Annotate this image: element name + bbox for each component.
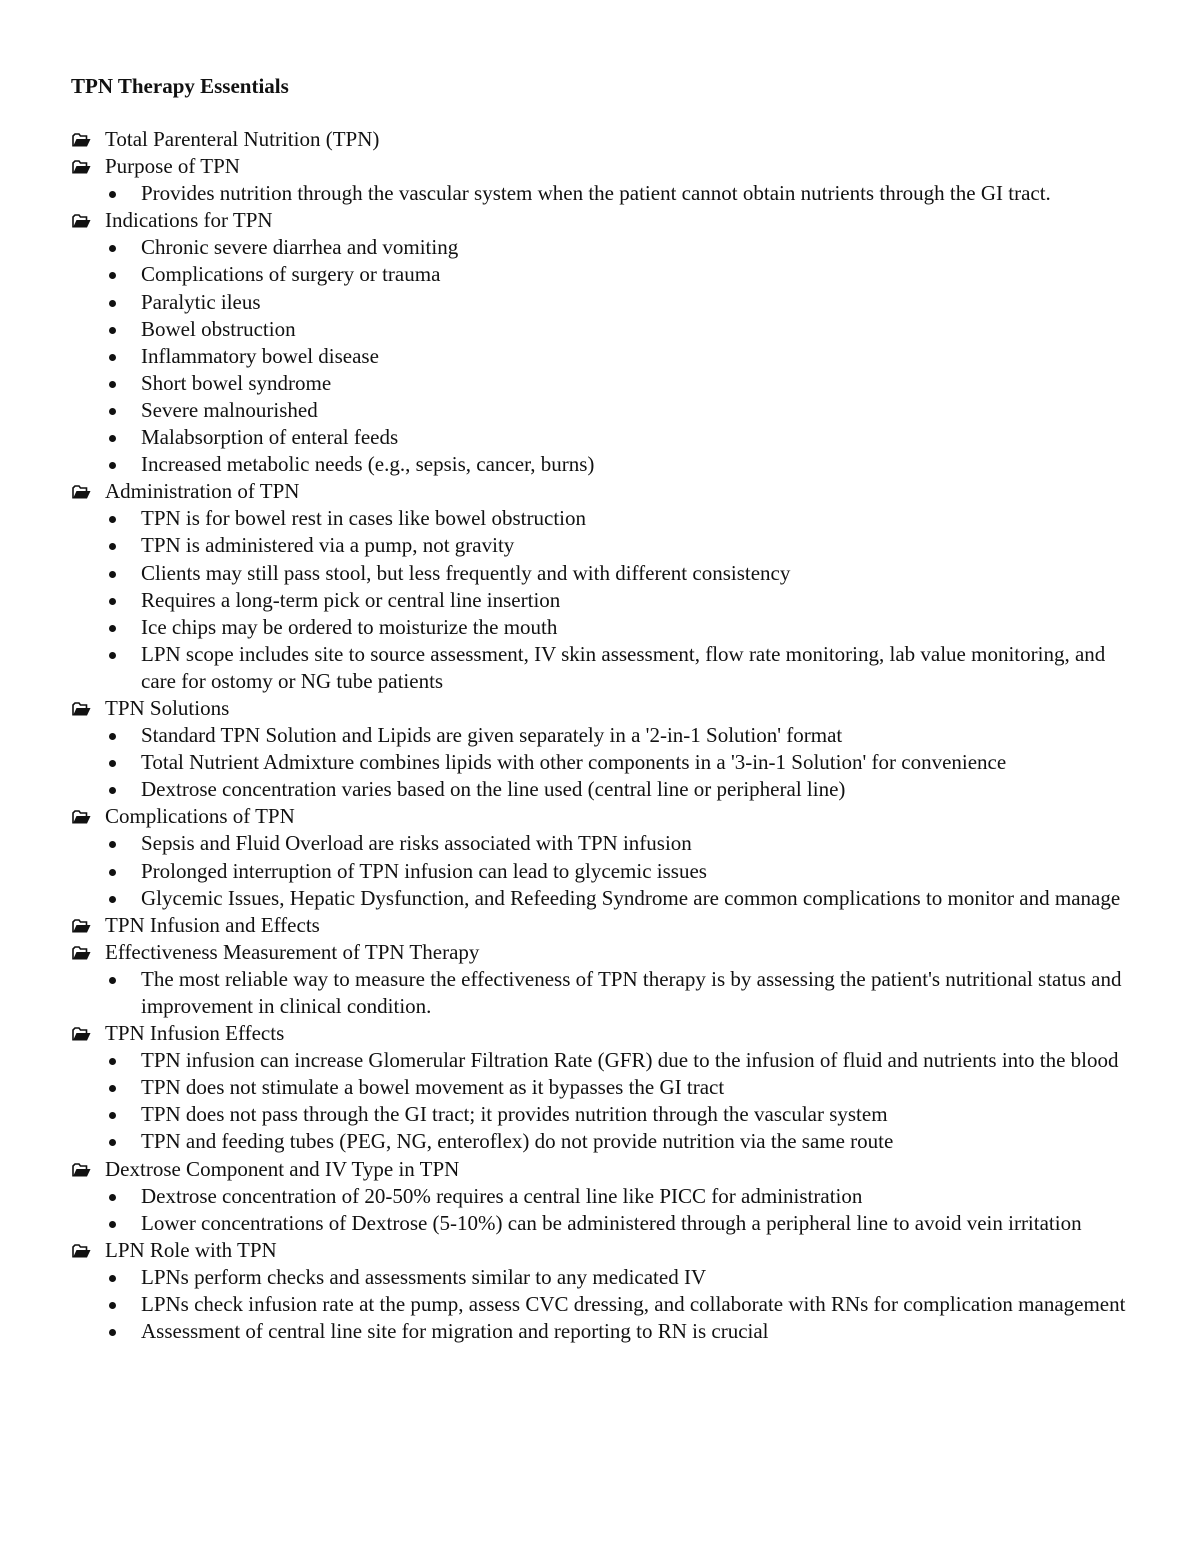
list-item — [71, 885, 1141, 912]
bullet-list — [71, 1047, 1141, 1155]
list-item-text: Dextrose concentration of 20-50% requires a central line like PICC for administration — [141, 1183, 863, 1208]
list-item — [71, 1264, 1141, 1291]
bullet-list — [71, 966, 1141, 1020]
list-item — [71, 397, 1141, 424]
bullet-list — [71, 722, 1141, 803]
folder-icon — [72, 133, 91, 148]
section-heading: Dextrose Component and IV Type in TPN — [105, 1156, 460, 1181]
list-item-text: Standard TPN Solution and Lipids are given separately in a '2-in-1 Solution' format — [141, 723, 843, 748]
folder-icon — [72, 1163, 91, 1178]
document-title: TPN Therapy Essentials — [71, 74, 289, 98]
list-item-text: Dextrose concentration varies based on the line used (central line or peripheral line) — [141, 777, 846, 802]
list-item — [71, 1101, 1141, 1128]
list-item — [71, 1128, 1141, 1155]
section-row — [71, 1156, 1141, 1183]
bullet-icon — [109, 543, 116, 550]
section-heading: Purpose of TPN — [105, 154, 240, 179]
bullet-icon — [109, 272, 116, 279]
list-item-text: TPN does not stimulate a bowel movement as it bypasses the GI tract — [141, 1075, 725, 1100]
bullet-icon — [109, 1302, 116, 1309]
section — [71, 126, 1141, 153]
bullet-icon — [109, 625, 116, 632]
bullet-icon — [109, 408, 116, 415]
section-heading: Administration of TPN — [105, 479, 300, 504]
bullet-icon — [109, 598, 116, 605]
list-item — [71, 451, 1141, 478]
bullet-list — [71, 234, 1141, 478]
bullet-icon — [109, 300, 116, 307]
list-item-text: Bowel obstruction — [141, 316, 296, 341]
folder-icon — [72, 810, 91, 825]
bullet-icon — [109, 381, 116, 388]
section-row — [71, 803, 1141, 830]
section-row — [71, 153, 1141, 180]
bullet-list — [71, 505, 1141, 695]
section — [71, 939, 1141, 1020]
bullet-icon — [109, 191, 116, 198]
list-item — [71, 1074, 1141, 1101]
bullet-icon — [109, 1221, 116, 1228]
list-item — [71, 966, 1141, 1020]
list-item — [71, 1047, 1141, 1074]
list-item-text: TPN does not pass through the GI tract; it provides nutrition through the vascular system — [141, 1102, 888, 1127]
list-item-text: Ice chips may be ordered to moisturize the mouth — [141, 614, 558, 639]
section-row — [71, 478, 1141, 505]
folder-icon — [72, 1027, 91, 1042]
folder-icon — [72, 919, 91, 934]
section-heading: Total Parenteral Nutrition (TPN) — [105, 127, 380, 151]
bullet-icon — [109, 1329, 116, 1336]
list-item-text: LPNs check infusion rate at the pump, assess CVC dressing, and collaborate with RNs for complication management — [141, 1292, 1126, 1317]
list-item-text: TPN and feeding tubes (PEG, NG, enteroflex) do not provide nutrition via the same route — [141, 1129, 894, 1154]
section-heading: TPN Infusion and Effects — [105, 912, 320, 937]
bullet-icon — [109, 354, 116, 361]
list-item — [71, 830, 1141, 857]
section-heading: Effectiveness Measurement of TPN Therapy — [105, 939, 480, 964]
folder-icon — [72, 702, 91, 717]
bullet-icon — [109, 245, 116, 252]
list-item-text: TPN is for bowel rest in cases like bowel obstruction — [141, 506, 586, 531]
list-item — [71, 587, 1141, 614]
list-item-text: Malabsorption of enteral feeds — [141, 425, 399, 450]
list-item-text: Assessment of central line site for migration and reporting to RN is crucial — [141, 1319, 769, 1344]
bullet-icon — [109, 977, 116, 984]
bullet-icon — [109, 733, 116, 740]
section — [71, 1237, 1141, 1345]
list-item-text: Total Nutrient Admixture combines lipids with other components in a '3-in-1 Solution' for convenience — [141, 750, 1007, 775]
section-row — [71, 1237, 1141, 1264]
document-page — [71, 72, 1141, 1345]
section — [71, 695, 1141, 803]
list-item — [71, 234, 1141, 261]
list-item — [71, 776, 1141, 803]
bullet-icon — [109, 462, 116, 469]
list-item-text: The most reliable way to measure the effectiveness of TPN therapy is by assessing the patient's nutritional status and improvement in clinical condition. — [141, 966, 1122, 1018]
list-item-text: Clients may still pass stool, but less frequently and with different consistency — [141, 560, 791, 585]
bullet-icon — [109, 571, 116, 578]
folder-icon — [72, 485, 91, 500]
section-heading: TPN Infusion Effects — [105, 1021, 285, 1046]
section-row — [71, 1020, 1141, 1047]
bullet-icon — [109, 1112, 116, 1119]
list-item — [71, 749, 1141, 776]
bullet-icon — [109, 516, 116, 523]
section — [71, 1020, 1141, 1155]
list-item-text: TPN is administered via a pump, not gravity — [141, 533, 515, 558]
bullet-icon — [109, 652, 116, 659]
bullet-icon — [109, 1275, 116, 1282]
list-item — [71, 641, 1141, 695]
section-heading: Indications for TPN — [105, 208, 273, 233]
section-list — [71, 126, 1141, 1345]
list-item-text: Severe malnourished — [141, 397, 318, 422]
list-item-text: TPN infusion can increase Glomerular Filtration Rate (GFR) due to the infusion of fluid and nutrients into the blood — [141, 1048, 1119, 1073]
list-item — [71, 180, 1141, 207]
bullet-icon — [109, 435, 116, 442]
folder-icon — [72, 946, 91, 961]
list-item — [71, 1210, 1141, 1237]
list-item — [71, 261, 1141, 288]
folder-icon — [72, 160, 91, 175]
section-row — [71, 912, 1141, 939]
bullet-icon — [109, 841, 116, 848]
bullet-list — [71, 180, 1141, 207]
section — [71, 153, 1141, 207]
list-item — [71, 343, 1141, 370]
section — [71, 478, 1141, 695]
list-item — [71, 289, 1141, 316]
bullet-list — [71, 830, 1141, 911]
bullet-icon — [109, 896, 116, 903]
list-item-text: Glycemic Issues, Hepatic Dysfunction, and Refeeding Syndrome are common complications to monitor and manage — [141, 885, 1121, 910]
list-item-text: Provides nutrition through the vascular system when the patient cannot obtain nutrients through the GI tract. — [141, 181, 1051, 206]
list-item — [71, 424, 1141, 451]
list-item-text: Short bowel syndrome — [141, 370, 332, 395]
list-item-text: LPN scope includes site to source assessment, IV skin assessment, flow rate monitoring, lab value monitoring, and care for ostomy or NG tube patients — [141, 641, 1106, 693]
list-item — [71, 532, 1141, 559]
list-item-text: Inflammatory bowel disease — [141, 343, 379, 368]
list-item-text: Sepsis and Fluid Overload are risks associated with TPN infusion — [141, 831, 692, 856]
list-item-text: Increased metabolic needs (e.g., sepsis, cancer, burns) — [141, 452, 595, 477]
bullet-icon — [109, 1194, 116, 1201]
bullet-icon — [109, 760, 116, 767]
list-item — [71, 505, 1141, 532]
list-item-text: Requires a long-term pick or central line insertion — [141, 587, 561, 612]
list-item — [71, 722, 1141, 749]
list-item-text: Chronic severe diarrhea and vomiting — [141, 235, 459, 260]
bullet-list — [71, 1183, 1141, 1237]
folder-icon — [72, 214, 91, 229]
bullet-icon — [109, 787, 116, 794]
section-heading: Complications of TPN — [105, 804, 295, 829]
list-item — [71, 370, 1141, 397]
list-item — [71, 316, 1141, 343]
list-item — [71, 614, 1141, 641]
section-row — [71, 695, 1141, 722]
section — [71, 912, 1141, 939]
folder-icon — [72, 1244, 91, 1259]
section-heading: LPN Role with TPN — [105, 1237, 277, 1262]
list-item-text: Complications of surgery or trauma — [141, 262, 441, 287]
bullet-icon — [109, 1085, 116, 1092]
bullet-icon — [109, 327, 116, 334]
list-item-text: Lower concentrations of Dextrose (5-10%) can be administered through a peripheral line to avoid vein irritation — [141, 1210, 1082, 1235]
list-item — [71, 1183, 1141, 1210]
section-row — [71, 126, 1141, 153]
section-heading: TPN Solutions — [105, 695, 230, 720]
list-item-text: Prolonged interruption of TPN infusion can lead to glycemic issues — [141, 858, 707, 883]
list-item — [71, 560, 1141, 587]
section — [71, 803, 1141, 911]
section-row — [71, 939, 1141, 966]
list-item — [71, 858, 1141, 885]
bullet-icon — [109, 869, 116, 876]
section-row — [71, 207, 1141, 234]
bullet-icon — [109, 1139, 116, 1146]
list-item — [71, 1318, 1141, 1345]
bullet-icon — [109, 1058, 116, 1065]
section — [71, 1156, 1141, 1237]
list-item-text: LPNs perform checks and assessments similar to any medicated IV — [141, 1264, 707, 1289]
bullet-list — [71, 1264, 1141, 1345]
section — [71, 207, 1141, 478]
list-item-text: Paralytic ileus — [141, 289, 261, 314]
list-item — [71, 1291, 1141, 1318]
